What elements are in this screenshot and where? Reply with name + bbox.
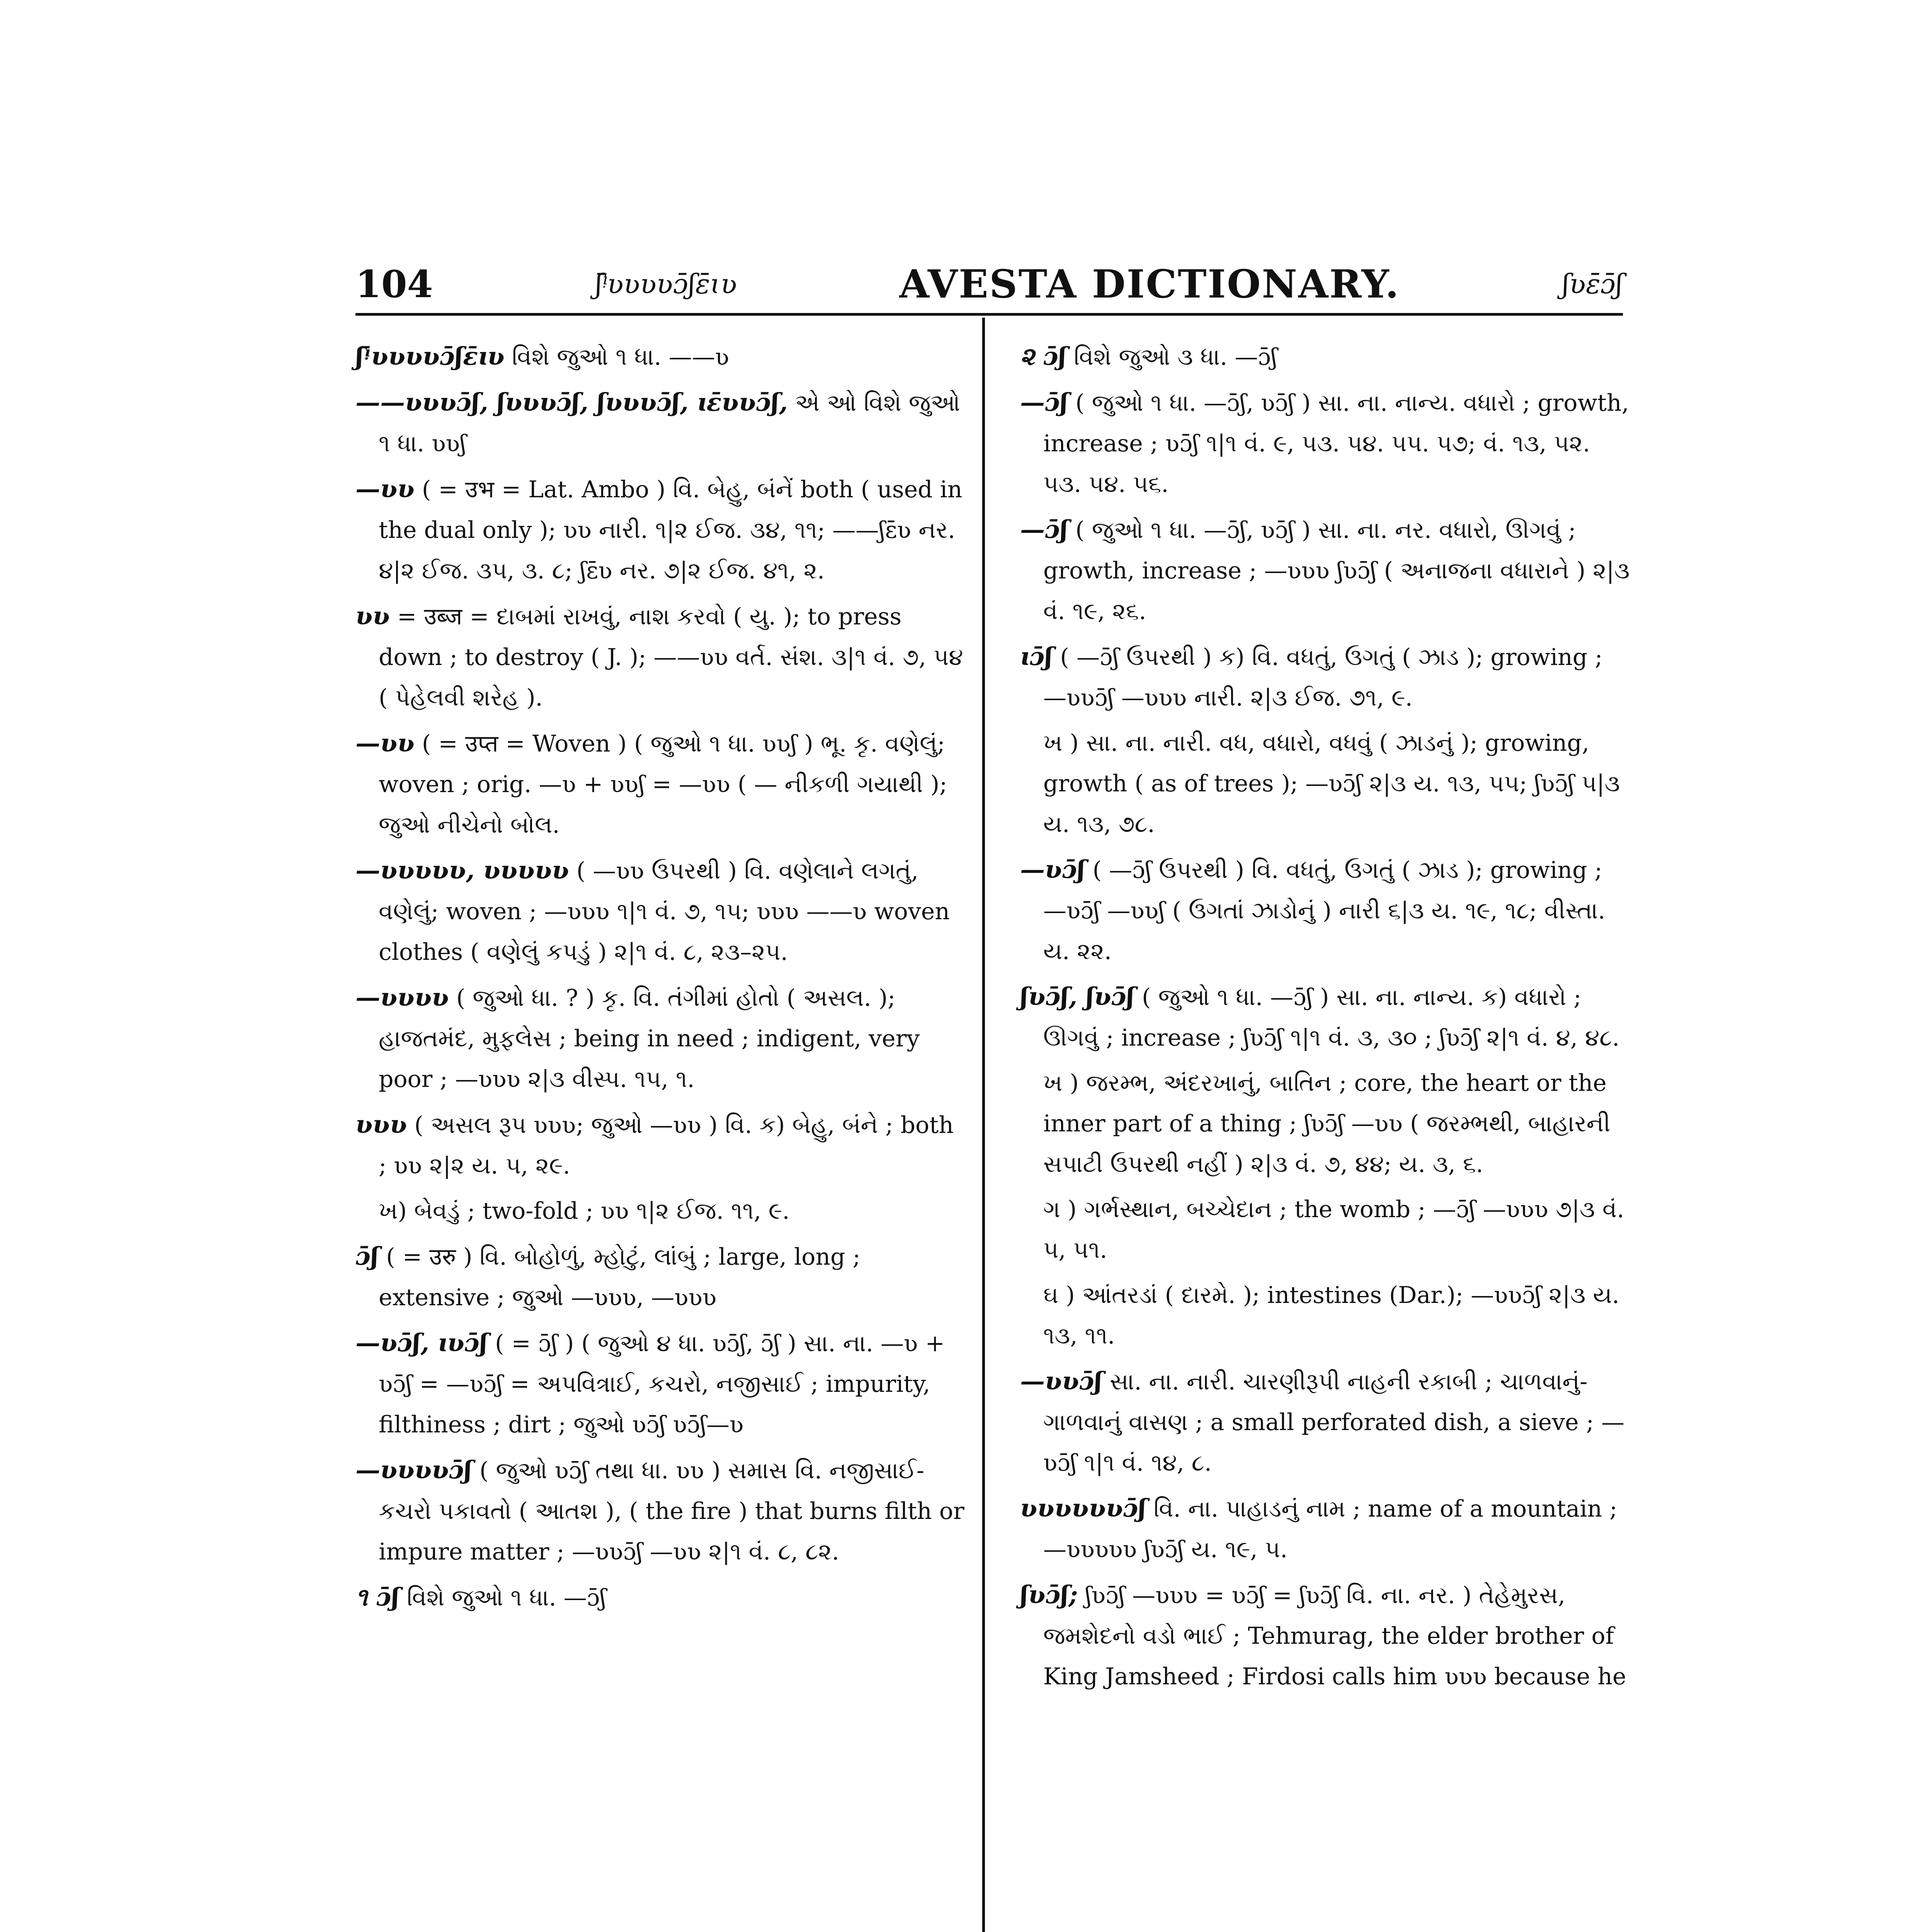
entry-headword: —ʋʋʋʋɔ̄ʃ <box>355 1456 472 1485</box>
entry-headword: —ɔ̄ʃ <box>1020 515 1068 544</box>
entry-definition: ( = उभ = Lat. Ambo ) વિ. બેહુ, બંનેં both ( used in the dual only ); ʋʋ નારી. ૧|૨ ઈજ. ૩૪, ૧૧; ——ʃɛ̄ʋ નર. ૪|૨ ઈજ. ૩૫, ૩. ૮; ʃɛ̄ʋ નર. ૭|૨ ઈજ. ૪૧, ૨. <box>379 476 963 584</box>
dictionary-entry <box>1020 1575 1631 1697</box>
entry-definition: ( જુઓ ʋɔ̄ʃ તથા ધા. ʋʋ ) સમાસ વિ. નજીસાઈ-કચરો પકાવતો ( આતશ ), ( the fire ) that burns filth or impure matter ; —ʋʋɔ̄ʃ —ʋʋ ૨|૧ વં. ૮, ૮૨. <box>379 1457 964 1565</box>
entry-headword: ૧ ɔ̄ʃ <box>355 1583 400 1612</box>
dictionary-entry <box>355 1577 966 1618</box>
entry-headword: ʋʋ <box>355 602 390 631</box>
entry-definition: ( જુઓ ૧ ધા. —ɔ̄ʃ ) સા. ના. નાન્ય. ક) વધારો ; ઊગવું ; increase ; ʃʋɔ̄ʃ ૧|૧ વં. ૩, ૩૦ ; ʃʋɔ̄ʃ ૨|૧ વં. ૪, ૪૮. <box>1043 984 1620 1051</box>
column-divider <box>982 318 985 1932</box>
entry-headword: —ʋʋ <box>355 729 415 758</box>
dictionary-entry <box>1020 849 1631 972</box>
entry-sense <box>1020 723 1631 845</box>
entry-definition: વિશે જુઓ ૧ ધા. —ɔ̄ʃ <box>406 1584 606 1611</box>
dictionary-entry <box>355 1236 966 1318</box>
dictionary-entry <box>355 1104 966 1186</box>
entry-definition: ઘ ) આંતરડાં ( દારમે. ); intestines (Dar.); —ʋʋɔ̄ʃ ૨|૩ ય. ૧૩, ૧૧. <box>1043 1282 1619 1349</box>
entry-definition: સા. ના. નારી. ચારણીરૂપી નાહની રકાબી ; ચાળવાનું-ગાળવાનું વાસણ ; a small perforated dish, a sieve ; —ʋɔ̄ʃ ૧|૧ વં. ૧૪, ૮. <box>1043 1368 1625 1476</box>
dictionary-entry <box>355 382 966 464</box>
entry-definition: ( અસલ રૂપ ʋʋʋ; જુઓ —ʋʋ ) વિ. ક) બેહુ, બંને ; both ; ʋʋ ૨|૨ ય. ૫, ૨૯. <box>379 1112 954 1179</box>
entry-headword: ʋʋʋʋʋʋɔ̄ʃ <box>1020 1494 1146 1523</box>
dictionary-entry <box>1020 382 1631 505</box>
entry-sense <box>1020 1063 1631 1185</box>
entry-sense <box>355 1191 966 1231</box>
right-column <box>1020 336 1631 1702</box>
entry-headword: —ʋʋʋʋ <box>355 983 449 1012</box>
entry-definition: વિશે જુઓ ૧ ધા. ——ʋ <box>512 344 730 371</box>
entry-headword: ɩɔ̄ʃ <box>1020 642 1053 671</box>
entry-headword: ——ʋʋʋɔ̄ʃ, ʃʋʋʋɔ̄ʃ, ʃʋʋʋɔ̄ʃ, ɩɛ̄ʋʋɔ̄ʃ, <box>355 388 788 417</box>
entry-definition: ( જુઓ ૧ ધા. —ɔ̄ʃ, ʋɔ̄ʃ ) સા. ના. નાન્ય. વધારો ; growth, increase ; ʋɔ̄ʃ ૧|૧ વં. ૯, ૫૩. ૫૪. ૫૫. ૫૭; વં. ૧૩, ૫૨. ૫૩. ૫૪. ૫૬. <box>1043 389 1629 498</box>
entry-definition: ગ ) ગર્ભસ્થાન, બચ્ચેદાન ; the womb ; —ɔ̄ʃ —ʋʋʋ ૭|૩ વં. ૫, ૫૧. <box>1043 1196 1624 1264</box>
entry-definition: ( જુઓ ૧ ધા. —ɔ̄ʃ, ʋɔ̄ʃ ) સા. ના. નર. વધારો, ઊગવું ; growth, increase ; —ʋʋʋ ʃʋɔ̄ʃ ( અનાજના વધારાને ) ૨|૩ વં. ૧૯, ૨૬. <box>1043 517 1630 625</box>
dictionary-entry <box>355 850 966 973</box>
entry-definition: ( = उप्त = Woven ) ( જુઓ ૧ ધા. ʋʋʃ ) ભૂ. કૃ. વણેલું; woven ; orig. —ʋ + ʋʋʃ = —ʋʋ ( — નીકળી ગયાથી ); જુઓ નીચેનો બોલ. <box>379 730 947 838</box>
dictionary-entry <box>1020 1361 1631 1483</box>
dictionary-entry <box>355 977 966 1100</box>
page-title: AVESTA DICTIONARY. <box>899 261 1400 307</box>
dictionary-entry <box>355 596 966 718</box>
page-header <box>355 255 1623 316</box>
entry-headword: ʃʋɔ̄ʃ; <box>1020 1580 1078 1609</box>
entry-definition: ʃʋɔ̄ʃ —ʋʋʋ = ʋɔ̄ʃ = ʃʋɔ̄ʃ વિ. ના. નર. ) તેહેમુરસ, જમશેદનો વડો ભાઈ ; Tehmurag, the elder brother of King Jamsheed ; Firdosi calls him ʋʋʋ because he <box>1043 1582 1626 1690</box>
entry-headword: ʃᵎ̄ʋʋʋʋɔ̄ʃɛ̄ɩʋ <box>355 342 505 371</box>
dictionary-entry <box>355 723 966 845</box>
entry-definition: ખ ) સા. ના. નારી. વધ, વધારો, વધવું ( ઝાડનું ); growing, growth ( as of trees ); —ʋɔ̄ʃ ૨|૩ ય. ૧૩, ૫૫; ʃʋɔ̄ʃ ૫|૩ ય. ૧૩, ૭૮. <box>1043 730 1620 838</box>
entry-definition: ખ ) જરમ્ભ, અંદરખાનું, બાતિન ; core, the heart or the inner part of a thing ; ʃʋɔ̄ʃ —ʋʋ ( જરમ્ભથી, બાહારની સપાટી ઉપરથી નહીં ) ૨|૩ વં. ૭, ૪૪; ય. ૩, ૬. <box>1043 1070 1611 1178</box>
entry-headword: ૨ ɔ̄ʃ <box>1020 342 1067 371</box>
entry-definition: ( —ɔ̄ʃ ઉપરથી ) વિ. વધતું, ઉગતું ( ઝાડ ); growing ; —ʋɔ̄ʃ —ʋʋʃ ( ઉગતાં ઝાડોનું ) નારી ૬|૩ ય. ૧૯, ૧૮; વીસ્તા. ય. ૨૨. <box>1043 857 1605 965</box>
dictionary-entry <box>355 336 966 378</box>
running-head-left: ʃᵎ̄ʋʋʋʋɔ̄ʃɛ̄ɩʋ <box>595 268 737 300</box>
dictionary-entry <box>1020 336 1631 378</box>
dictionary-entry <box>355 469 966 591</box>
entry-definition: ( = ɔ̄ʃ ) ( જુઓ ૪ ધા. ʋɔ̄ʃ, ɔ̄ʃ ) સા. ના. —ʋ + ʋɔ̄ʃ = —ʋɔ̄ʃ = અપવિત્રાઈ, કચરો, નજીસાઈ ; impurity, filthiness ; dirt ; જુઓ ʋɔ̄ʃ ʋɔ̄ʃ—ʋ <box>379 1330 945 1438</box>
entry-headword: —ʋɔ̄ʃ, ɩʋɔ̄ʃ <box>355 1328 488 1357</box>
dictionary-entry <box>355 1323 966 1445</box>
entry-headword: —ʋʋ <box>355 474 415 503</box>
running-head-right: ʃʋɛ̄ɔ̄ʃ <box>1562 268 1623 300</box>
entry-definition: વિશે જુઓ ૩ ધા. —ɔ̄ʃ <box>1074 344 1277 371</box>
entry-sense <box>1020 1275 1631 1356</box>
entry-headword: —ʋʋɔ̄ʃ <box>1020 1367 1102 1396</box>
entry-definition: ( —ʋʋ ઉપરથી ) વિ. વણેલાને લગતું, વણેલું; woven ; —ʋʋʋ ૧|૧ વં. ૭, ૧૫; ʋʋʋ ——ʋ woven clothes ( વણેલું કપડું ) ૨|૧ વં. ૮, ૨૩–૨૫. <box>379 857 950 966</box>
entry-headword: ʋʋʋ <box>355 1110 407 1139</box>
entry-headword: ʃʋɔ̄ʃ, ʃʋɔ̄ʃ <box>1020 982 1135 1011</box>
dictionary-entry <box>1020 509 1631 632</box>
entry-sense <box>1020 1189 1631 1270</box>
entry-definition: = उब्ज = દાબમાં રાખવું, નાશ કરવો ( યુ. ); to press down ; to destroy ( J. ); ——ʋʋ વર્ત. સંશ. ૩|૧ વં. ૭, ૫૪ ( પેહેલવી શરેહ ). <box>379 603 963 711</box>
entry-definition: એ ઓ વિશે જુઓ ૧ ધા. ʋʋʃ <box>379 389 960 457</box>
entry-headword: —ɔ̄ʃ <box>1020 388 1068 417</box>
entry-definition: ( જુઓ ધા. ? ) કૃ. વિ. તંગીમાં હોતો ( અસલ. ); હાજતમંદ, મુફલેસ ; being in need ; indigent, very poor ; —ʋʋʋ ૨|૩ વીસ્પ. ૧૫, ૧. <box>379 985 920 1093</box>
entry-headword: —ʋʋʋʋʋ, ʋʋʋʋʋ <box>355 856 569 885</box>
dictionary-entry <box>1020 976 1631 1058</box>
page-number: 104 <box>355 262 433 306</box>
left-column <box>355 336 966 1623</box>
dictionary-entry <box>355 1450 966 1572</box>
dictionary-entry <box>1020 1488 1631 1570</box>
entry-definition: ( = उरु ) વિ. બોહોળું, મ્હોટું, લાંબું ; large, long ; extensive ; જુઓ —ʋʋʋ, —ʋʋʋ <box>379 1243 861 1311</box>
entry-headword: —ʋɔ̄ʃ <box>1020 855 1085 884</box>
entry-definition: ખ) બેવડું ; two-fold ; ʋʋ ૧|૨ ઈજ. ૧૧, ૯. <box>379 1197 790 1225</box>
dictionary-entry <box>1020 636 1631 718</box>
entry-headword: ɔ̄ʃ <box>355 1242 379 1271</box>
entry-definition: વિ. ના. પાહાડનું નામ ; name of a mountain ; —ʋʋʋʋʋ ʃʋɔ̄ʃ ય. ૧૯, ૫. <box>1043 1495 1617 1563</box>
entry-definition: ( —ɔ̄ʃ ઉપરથી ) ક) વિ. વધતું, ઉગતું ( ઝાડ ); growing ; —ʋʋɔ̄ʃ —ʋʋʋ નારી. ૨|૩ ઈજ. ૭૧, ૯. <box>1043 644 1603 711</box>
